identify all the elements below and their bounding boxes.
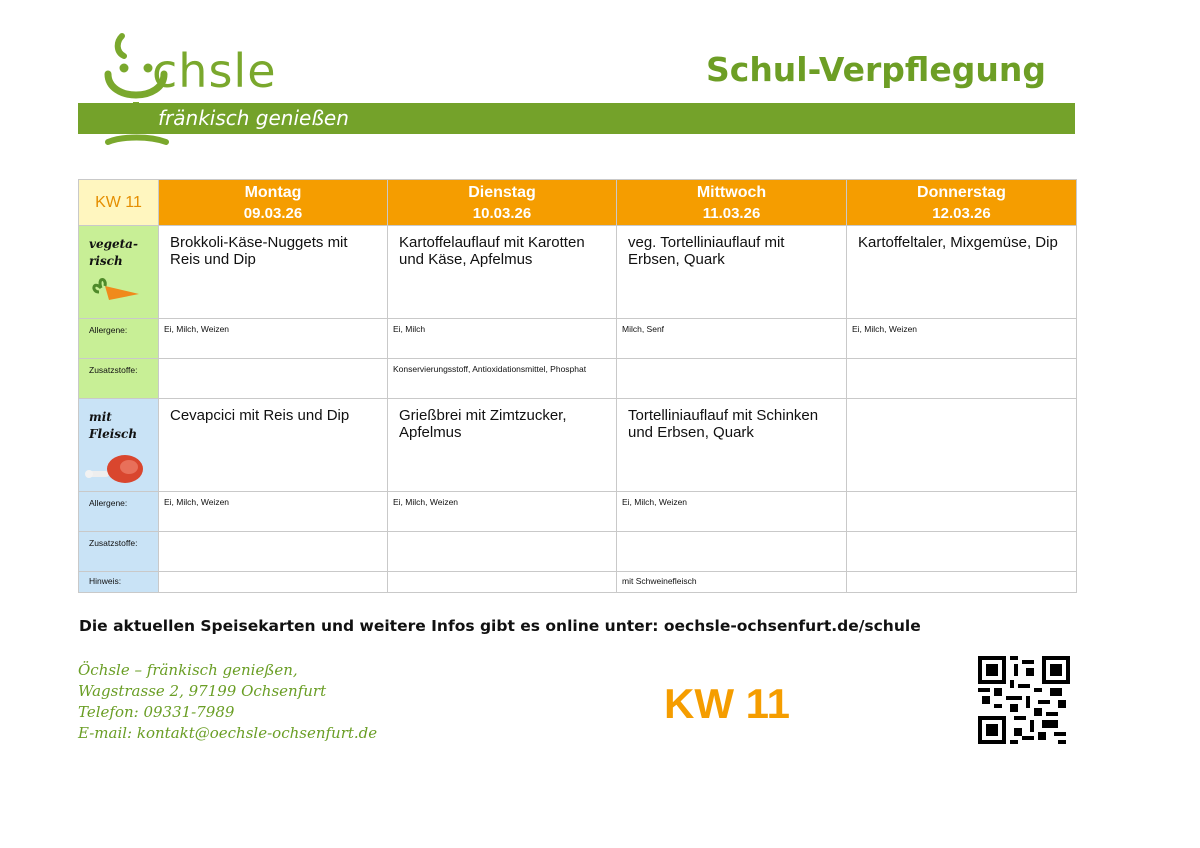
day-date: 12.03.26 (932, 205, 991, 222)
allergene-cell: Ei, Milch, Weizen (159, 492, 388, 532)
veg-meal-row (79, 226, 1077, 319)
hinweis-label: Hinweis: (89, 576, 122, 586)
meat-meal-wednesday: Tortelliniauflauf mit Schinken und Erbsen, Quark (617, 399, 847, 492)
veg-label-line1: vegeta- (89, 237, 138, 251)
day-name: Dienstag (468, 184, 536, 201)
veg-label (79, 226, 158, 270)
zusatz-cell (617, 532, 847, 572)
zusatz-label: Zusatzstoffe: (89, 538, 138, 548)
allergene-label: Allergene: (89, 325, 128, 335)
veg-meal-wednesday: veg. Tortelliniauflauf mit Erbsen, Quark (617, 226, 847, 319)
meat-meal-row (79, 399, 1077, 492)
contact-line-phone: Telefon: 09331-7989 (78, 703, 235, 721)
day-date: 09.03.26 (243, 205, 303, 222)
page-title: Schul-Verpflegung (705, 50, 1046, 89)
meat-meal-monday: Cevapcici mit Reis und Dip (159, 399, 388, 492)
zusatz-cell (847, 359, 1077, 399)
meat-hinweis-label-cell (79, 572, 159, 593)
veg-allergene-label-cell (79, 319, 159, 359)
meat-meal-tuesday: Grießbrei mit Zimtzucker, Apfelmus (388, 399, 617, 492)
allergene-cell: Milch, Senf (617, 319, 847, 359)
day-header-thursday (847, 180, 1077, 226)
allergene-cell: Ei, Milch, Weizen (159, 319, 388, 359)
logo-word: chsle (152, 44, 277, 98)
meat-label (79, 399, 158, 443)
menu-table (78, 179, 1077, 593)
hinweis-cell (159, 572, 388, 593)
day-header-tuesday (388, 180, 617, 226)
week-number-large: KW 11 (664, 680, 791, 727)
meat-meal-thursday (847, 399, 1077, 492)
zusatz-cell (847, 532, 1077, 572)
tagline: fränkisch genießen (158, 106, 349, 130)
zusatz-cell (159, 359, 388, 399)
allergene-cell (847, 492, 1077, 532)
veg-allergene-row (79, 319, 1077, 359)
allergene-label: Allergene: (89, 498, 128, 508)
day-name: Donnerstag (917, 184, 1006, 201)
footer-info-text: Die aktuellen Speisekarten und weitere Infos gibt es online unter: oechsle-ochsenfurt.de/schule (79, 617, 921, 635)
carrot-icon (87, 274, 143, 304)
kw-label: KW 11 (79, 180, 159, 226)
zusatz-cell (159, 532, 388, 572)
veg-meal-tuesday: Kartoffelauflauf mit Karotten und Käse, Apfelmus (388, 226, 617, 319)
allergene-cell: Ei, Milch (388, 319, 617, 359)
contact-line-email: E-mail: kontakt@oechsle-ochsenfurt.de (78, 724, 378, 742)
day-header-wednesday (617, 180, 847, 226)
hinweis-cell (388, 572, 617, 593)
meat-label-line2: Fleisch (89, 427, 138, 441)
hinweis-cell (847, 572, 1077, 593)
day-name: Mittwoch (696, 184, 767, 201)
day-name: Montag (244, 184, 302, 201)
allergene-cell: Ei, Milch, Weizen (847, 319, 1077, 359)
zusatz-cell (388, 532, 617, 572)
veg-meal-monday: Brokkoli-Käse-Nuggets mit Reis und Dip (159, 226, 388, 319)
veg-category-cell (79, 226, 159, 319)
meat-zusatz-row (79, 532, 1077, 572)
veg-zusatz-row (79, 359, 1077, 399)
meat-allergene-label-cell (79, 492, 159, 532)
contact-block (78, 660, 377, 744)
meat-allergene-row (79, 492, 1077, 532)
hinweis-cell: mit Schweinefleisch (617, 572, 847, 593)
veg-zusatz-label-cell (79, 359, 159, 399)
veg-meal-thursday: Kartoffeltaler, Mixgemüse, Dip (847, 226, 1077, 319)
allergene-cell: Ei, Milch, Weizen (617, 492, 847, 532)
table-header-row (79, 180, 1077, 226)
veg-label-line2: risch (89, 254, 123, 268)
meat-category-cell (79, 399, 159, 492)
meat-label-line1: mit (89, 410, 112, 424)
meat-hinweis-row (79, 572, 1077, 593)
contact-line-name: Öchsle – fränkisch genießen, (78, 661, 298, 679)
zusatz-cell (617, 359, 847, 399)
zusatz-label: Zusatzstoffe: (89, 365, 138, 375)
ham-icon (85, 449, 145, 485)
allergene-cell: Ei, Milch, Weizen (388, 492, 617, 532)
day-date: 11.03.26 (702, 205, 761, 222)
contact-line-address: Wagstrasse 2, 97199 Ochsenfurt (78, 682, 327, 700)
qr-code-icon (978, 656, 1070, 744)
day-date: 10.03.26 (472, 205, 532, 222)
zusatz-cell: Konservierungsstoff, Antioxidationsmittel, Phosphat (388, 359, 617, 399)
meat-zusatz-label-cell (79, 532, 159, 572)
day-header-monday (159, 180, 388, 226)
